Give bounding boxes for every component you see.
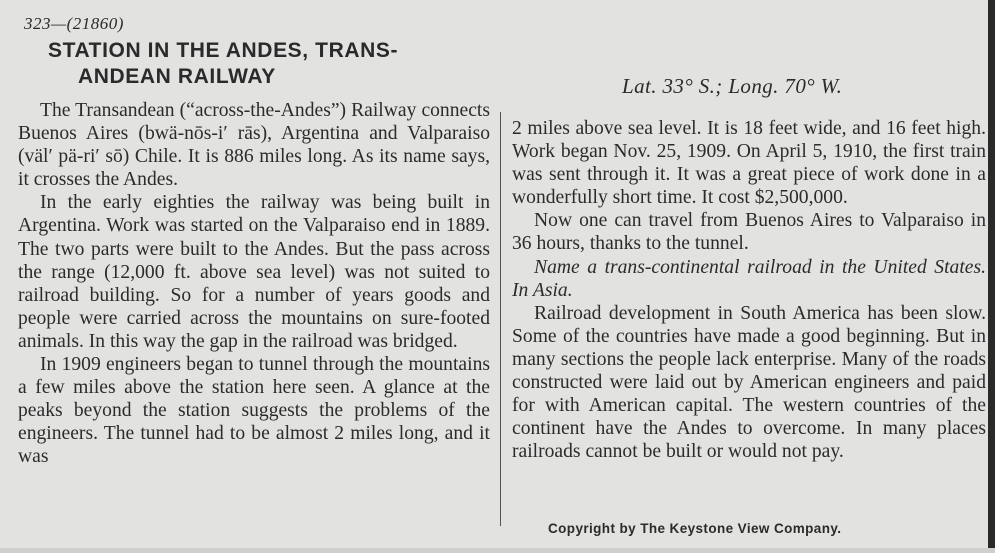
paragraph: In the early eighties the railway was being built in Argentina. Work was started on the Valparaiso end in 1889. The two parts were built to the Andes. But the pass across the range (12,000 ft. above sea level) was not suited to railroad building. So for a number of years goods and people were carried across the mountains on sure-footed animals. In this way the gap in the railroad was bridged.	[18, 192, 490, 352]
card-title	[48, 38, 488, 90]
paragraph: The Transandean (“across-the-Andes”) Railway connects Buenos Aires (bwä-nōs-i′ rās), Argentina and Valparaiso (väl′ pä-ri′ sō) Chile. It is 886 miles long. As its name says, it crosses the Andes.	[18, 100, 490, 191]
study-question: Name a trans-continental railroad in the United States. In Asia.	[512, 256, 986, 301]
copyright-line: Copyright by The Keystone View Company.	[548, 521, 842, 536]
paragraph: Railroad development in South America has been slow. Some of the countries have made a good beginning. But in many sections the people lack enterprise. Many of the roads constructed were laid out by American engineers and paid for with American capital. The western countries of the continent have the Andes to overcome. In many places railroads cannot be built or would not pay.	[512, 302, 986, 463]
title-line-1: STATION IN THE ANDES, TRANS-	[48, 39, 399, 62]
lat-long: Lat. 33° S.; Long. 70° W.	[622, 74, 843, 98]
right-column	[512, 117, 986, 463]
paragraph: Now one can travel from Buenos Aires to Valparaiso in 36 hours, thanks to the tunnel.	[512, 210, 986, 255]
card-edge	[988, 0, 995, 553]
catalog-number: 323—(21860)	[24, 14, 124, 33]
paragraph: In 1909 engineers began to tunnel through the mountains a few miles above the station here seen. A glance at the peaks beyond the station suggests the problems of the engineers. The tunnel had to be almost 2 miles long, and it was	[18, 354, 490, 468]
title-line-2: ANDEAN RAILWAY	[78, 65, 276, 88]
paragraph: 2 miles above sea level. It is 18 feet wide, and 16 feet high. Work began Nov. 25, 1909. On April 5, 1910, the first train was sent through it. It was a great piece of work done in a wonderfully short time. It cost $2,500,000.	[512, 118, 986, 209]
column-divider	[500, 112, 501, 526]
card-bottom-edge	[0, 548, 995, 553]
left-column	[18, 99, 490, 469]
